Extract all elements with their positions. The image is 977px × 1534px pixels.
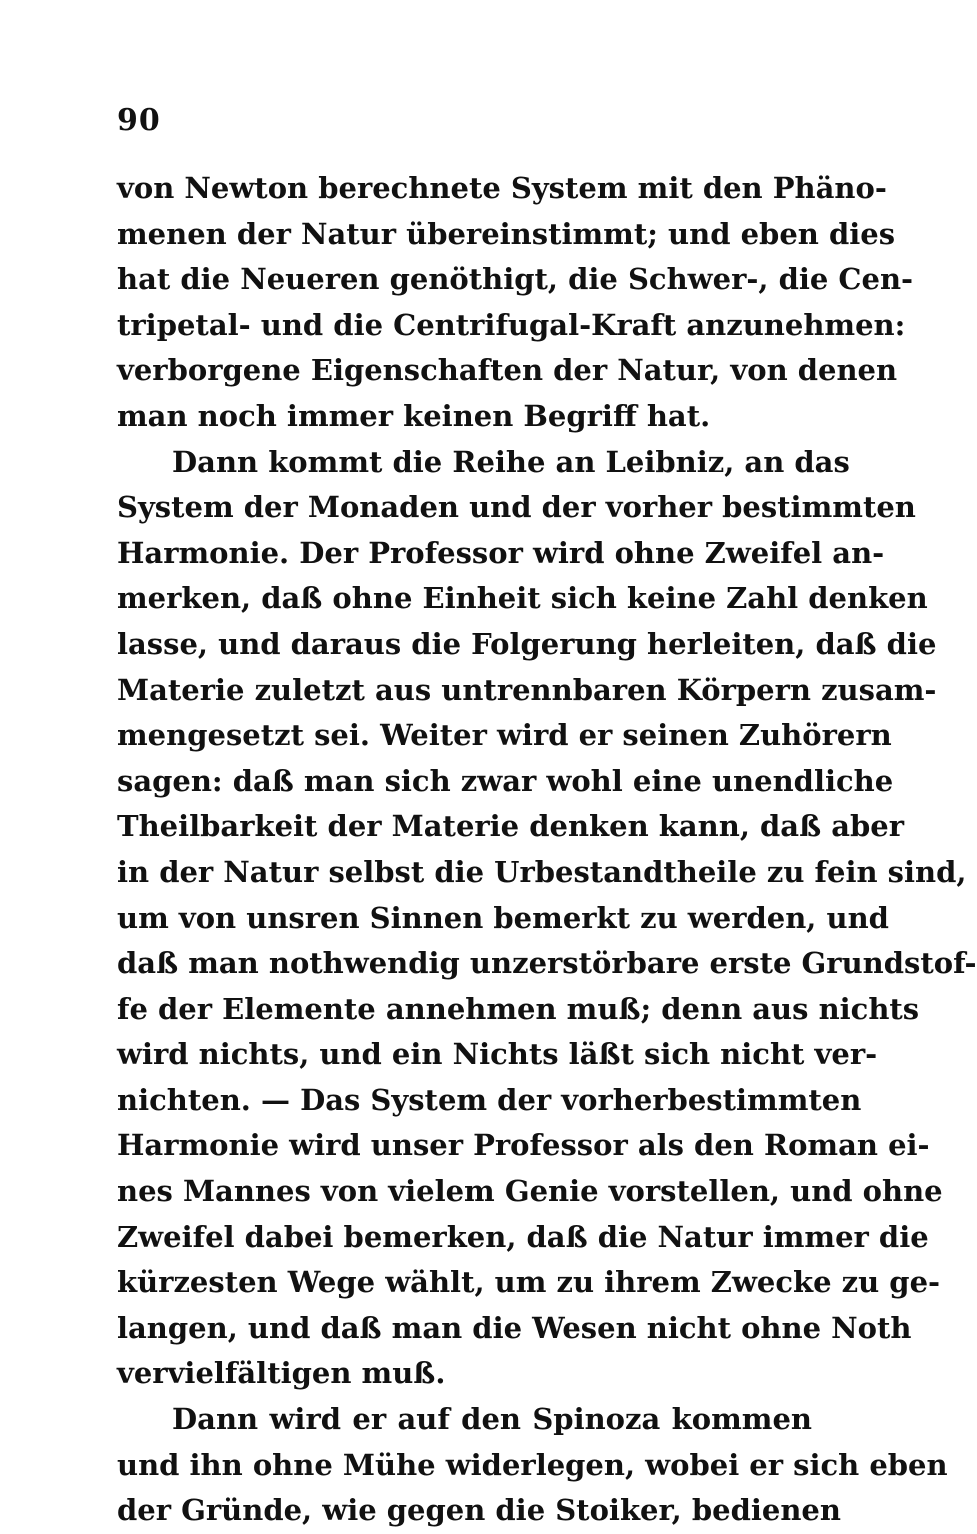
text-line: langen, und daß man die Wesen nicht ohne Noth xyxy=(117,1310,912,1345)
text-line: nichten. — Das System der vorherbestimmten xyxy=(117,1082,862,1117)
text-line: der Gründe, wie gegen die Stoiker, bedienen xyxy=(117,1493,841,1528)
paragraph-2 xyxy=(117,440,977,1397)
text-line: Materie zuletzt aus untrennbaren Körpern zusam- xyxy=(117,672,937,707)
text-line: und ihn ohne Mühe widerlegen, wobei er sich eben xyxy=(117,1447,948,1482)
text-line: Dann kommt die Reihe an Leibniz, an das xyxy=(172,444,850,479)
text-line: tripetal- und die Centrifugal-Kraft anzunehmen: xyxy=(117,307,906,342)
text-line: mengesetzt sei. Weiter wird er seinen Zuhörern xyxy=(117,718,892,753)
text-line: sagen: daß man sich zwar wohl eine unendliche xyxy=(117,763,894,798)
text-line: wird nichts, und ein Nichts läßt sich nicht ver- xyxy=(117,1037,878,1072)
text-line: lasse, und daraus die Folgerung herleiten, daß die xyxy=(117,626,937,661)
text-line: nes Mannes von vielem Genie vorstellen, und ohne xyxy=(117,1174,943,1209)
text-line: menen der Natur übereinstimmt; und eben dies xyxy=(117,216,896,251)
text-line: System der Monaden und der vorher bestimmten xyxy=(117,490,916,525)
text-line: um von unsren Sinnen bemerkt zu werden, und xyxy=(117,900,889,935)
text-line: fe der Elemente annehmen muß; denn aus nichts xyxy=(117,991,920,1026)
text-line: Zweifel dabei bemerken, daß die Natur immer die xyxy=(117,1219,929,1254)
text-line: Dann wird er auf den Spinoza kommen xyxy=(172,1402,812,1437)
body-text xyxy=(117,166,977,1534)
text-line: vervielfältigen muß. xyxy=(117,1356,446,1391)
page-number: 90 xyxy=(117,103,161,138)
paragraph-3 xyxy=(117,1397,948,1534)
text-line: man noch immer keinen Begriff hat. xyxy=(117,398,711,433)
text-line: Theilbarkeit der Materie denken kann, daß aber xyxy=(117,809,905,844)
text-line: Harmonie. Der Professor wird ohne Zweifel an- xyxy=(117,535,885,570)
text-line: kürzesten Wege wählt, um zu ihrem Zwecke zu ge- xyxy=(117,1265,941,1300)
text-line: verborgene Eigenschaften der Natur, von denen xyxy=(117,353,898,388)
paragraph-1 xyxy=(117,166,914,440)
text-line: in der Natur selbst die Urbestandtheile zu fein sind, xyxy=(117,854,967,889)
text-line: merken, daß ohne Einheit sich keine Zahl denken xyxy=(117,581,928,616)
text-line: von Newton berechnete System mit den Phäno- xyxy=(117,171,887,205)
text-line: hat die Neueren genöthigt, die Schwer-, die Cen- xyxy=(117,262,914,297)
text-line: daß man nothwendig unzerstörbare erste Grundstof- xyxy=(117,946,977,981)
text-line: Harmonie wird unser Professor als den Roman ei- xyxy=(117,1128,930,1163)
